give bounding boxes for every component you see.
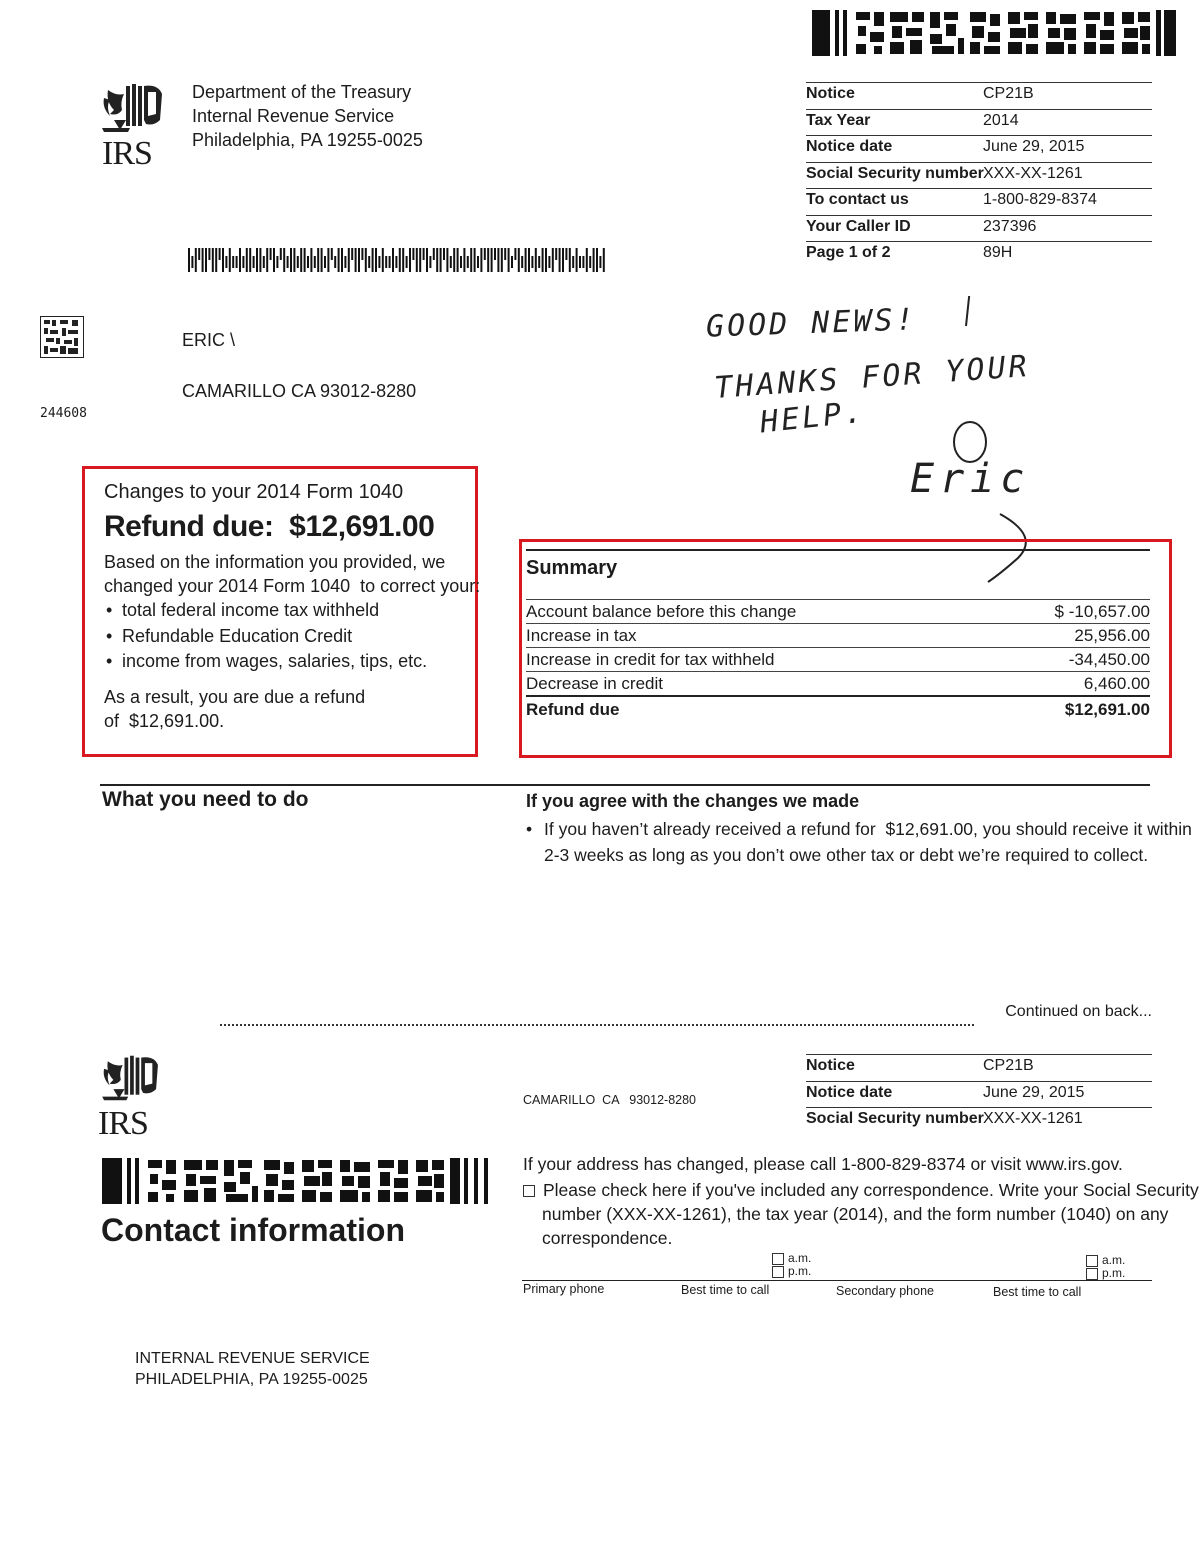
barcode-bar — [395, 256, 397, 268]
correspondence-line-1 — [523, 1178, 1199, 1202]
barcode-bar — [603, 248, 605, 272]
barcode-bar — [229, 248, 231, 272]
info-label: Your Caller ID — [806, 217, 911, 235]
barcode-bar — [416, 248, 418, 272]
info-value: 2014 — [983, 111, 1019, 129]
barcode-bar — [321, 248, 323, 272]
barcode-bar — [463, 248, 465, 272]
barcode-bar — [358, 248, 360, 272]
barcode-bar — [596, 248, 598, 272]
handwriting-line-3: HELP. — [758, 394, 867, 441]
changes-intro-line-1: Based on the information you provided, we — [104, 552, 446, 572]
barcode-bar — [501, 248, 503, 272]
info-value: 1-800-829-8374 — [983, 191, 1097, 208]
barcode-bar — [593, 248, 595, 272]
barcode-bar — [236, 256, 238, 268]
changes-title: Changes to your 2014 Form 1040 — [104, 481, 404, 503]
info-row-notice-date — [806, 135, 1152, 162]
todo-subheading: If you agree with the changes we made — [526, 791, 860, 811]
correspondence-line-2: number (XXX-XX-1261), the tax year (2014), and the form number (1040) on any — [542, 1204, 1169, 1224]
barcode-bar — [460, 256, 462, 268]
summary-value: 6,460.00 — [1083, 674, 1150, 693]
barcode-bar — [202, 248, 204, 272]
info-row-tax-year — [806, 109, 1152, 136]
correspondence-line-3: correspondence. — [542, 1228, 673, 1248]
changes-section — [104, 478, 481, 733]
summary-value: 25,956.00 — [1074, 626, 1150, 645]
barcode-bar — [249, 248, 251, 272]
barcode-bar — [494, 248, 496, 260]
barcode-bar — [253, 256, 255, 268]
todo-bullet-line-2: 2-3 weeks as long as you don’t owe other tax or debt we’re required to collect. — [544, 845, 1149, 865]
barcode-bar — [222, 248, 224, 272]
barcode-bar — [256, 248, 258, 272]
info-label: Social Security number — [806, 1110, 984, 1127]
barcode-bar — [402, 248, 404, 272]
handwriting-line-2: THANKS FOR YOUR — [713, 349, 1031, 406]
info-label: Page 1 of 2 — [806, 244, 891, 261]
barcode-bar — [423, 248, 425, 260]
barcode-bar — [497, 248, 499, 272]
barcode-bar — [531, 256, 533, 268]
todo-bullet-line-1 — [526, 817, 1192, 841]
barcode-bar — [365, 248, 367, 272]
agency-line-1: Department of the Treasury — [192, 82, 412, 102]
barcode-bar — [518, 248, 520, 272]
barcode-bar — [195, 248, 197, 272]
barcode-bar — [215, 248, 217, 272]
stub-info-row-notice — [806, 1054, 1152, 1081]
refund-due-heading: Refund due: $12,691.00 — [104, 510, 435, 543]
info-value: June 29, 2015 — [983, 1083, 1085, 1101]
summary-value: -34,450.00 — [1068, 650, 1150, 669]
barcode-bar — [304, 248, 306, 272]
barcode-bar — [307, 256, 309, 268]
barcode-bar — [276, 256, 278, 268]
barcode-bar — [429, 256, 431, 268]
barcode-bar — [487, 248, 489, 272]
info-label: Notice — [806, 1057, 855, 1074]
barcode-bar — [436, 248, 438, 272]
summary-total-row — [526, 698, 1150, 721]
pm-label: p.m. — [788, 1263, 812, 1278]
notice-info-table — [806, 82, 1152, 268]
barcode-bar — [525, 248, 527, 272]
list-item: • Refundable Education Credit — [104, 624, 474, 650]
info-row-contact — [806, 188, 1152, 215]
barcode-bar — [559, 248, 561, 272]
irs-logo-stub — [98, 1052, 168, 1142]
recipient-name: ERIC \ — [182, 330, 236, 350]
info-row-caller-id — [806, 215, 1152, 242]
barcode-bar — [470, 248, 472, 272]
am-label: a.m. — [788, 1251, 812, 1265]
summary-label: Account balance before this change — [526, 602, 797, 621]
barcode-bar — [508, 248, 510, 272]
recipient-city: CAMARILLO CA 93012-8280 — [182, 381, 417, 401]
barcode-bar — [426, 248, 428, 272]
barcode-bar — [297, 256, 299, 268]
barcode-bar — [412, 248, 414, 260]
best-time-field-1[interactable]: Best time to call — [681, 1283, 770, 1297]
summary-title: Summary — [526, 551, 1150, 600]
summary-row — [526, 648, 1150, 672]
side-id-number: 244608 — [40, 406, 87, 421]
barcode-bar — [569, 248, 571, 272]
barcode-bar — [361, 248, 363, 260]
summary-label: Decrease in credit — [526, 674, 664, 693]
handwriting-line-1: GOOD NEWS! — [705, 302, 918, 345]
barcode-bar — [205, 248, 207, 272]
summary-total-label: Refund due — [526, 700, 620, 719]
barcode-bar — [300, 248, 302, 272]
handwriting-signature: Eric — [910, 456, 1031, 502]
barcode-bar — [232, 256, 234, 268]
barcode-bar — [375, 248, 377, 272]
barcode-bar — [555, 248, 557, 260]
irs-logo — [100, 80, 170, 170]
stub-city-line: CAMARILLO CA 93012-8280 — [523, 1093, 697, 1107]
barcode-bar — [314, 256, 316, 268]
pm-checkbox[interactable] — [1086, 1268, 1098, 1280]
agency-address — [192, 80, 423, 152]
barcode-bar — [406, 256, 408, 268]
barcode-bar — [324, 256, 326, 268]
pm-option[interactable] — [1086, 1267, 1125, 1280]
list-item: • total federal income tax withheld — [104, 598, 474, 624]
barcode-bar — [572, 256, 574, 268]
barcode-bar — [474, 248, 476, 272]
barcode-bar — [440, 248, 442, 272]
info-value: XXX-XX-1261 — [983, 1110, 1083, 1127]
barcode-bar — [399, 248, 401, 272]
info-value: June 29, 2015 — [983, 138, 1085, 155]
barcode-bar — [443, 248, 445, 260]
barcode-bar — [453, 248, 455, 272]
barcode-bar — [239, 248, 241, 272]
pm-label: p.m. — [1102, 1265, 1126, 1280]
irs-logo-text: IRS — [98, 1105, 148, 1142]
postal-barcode — [188, 248, 608, 272]
todo-bullet — [526, 817, 1192, 867]
barcode-bar — [225, 256, 227, 268]
summary-row — [526, 600, 1150, 624]
best-time-field-2[interactable]: Best time to call — [993, 1285, 1082, 1299]
barcode-bar — [198, 248, 200, 260]
barcode-bar — [191, 256, 193, 268]
barcode-bar — [535, 248, 537, 272]
handwritten-note — [700, 296, 1170, 546]
barcode-bar — [351, 248, 353, 260]
barcode-bar — [582, 256, 584, 268]
todo-heading: What you need to do — [102, 788, 309, 811]
barcode-bar — [273, 248, 275, 272]
barcode-bar — [433, 248, 435, 260]
barcode-bar — [548, 256, 550, 268]
barcode-bar — [372, 248, 374, 272]
info-value: CP21B — [983, 1057, 1034, 1074]
summary-row — [526, 672, 1150, 697]
barcode-bar — [542, 248, 544, 272]
irs-address-line-2: PHILADELPHIA, PA 19255-0025 — [135, 1371, 368, 1388]
info-value: 89H — [983, 244, 1013, 261]
barcode-bar — [467, 256, 469, 268]
secondary-phone-field[interactable]: Secondary phone — [836, 1284, 934, 1298]
barcode-bar — [293, 248, 295, 272]
barcode-bar — [538, 256, 540, 268]
barcode-bar — [599, 256, 601, 268]
barcode-bar — [341, 248, 343, 272]
barcode-bar — [219, 248, 221, 260]
contact-info-heading: Contact information — [101, 1212, 405, 1248]
info-label: Social Security number — [806, 164, 984, 182]
summary-row — [526, 624, 1150, 648]
am-checkbox[interactable] — [772, 1253, 784, 1265]
barcode-bar — [457, 248, 459, 272]
result-line-2: of $12,691.00. — [104, 710, 225, 731]
barcode-bar — [450, 256, 452, 268]
barcode-bar — [338, 248, 340, 272]
barcode-bar — [242, 256, 244, 268]
info-row-ssn — [806, 162, 1152, 189]
summary-label: Increase in credit for tax withheld — [526, 650, 775, 669]
agency-line-3: Philadelphia, PA 19255-0025 — [192, 130, 423, 150]
info-value: 237396 — [983, 217, 1037, 235]
pm-option[interactable] — [772, 1265, 811, 1278]
barcode-bar — [290, 248, 292, 272]
barcode-bar — [344, 256, 346, 268]
stub-info-row-date — [806, 1081, 1152, 1108]
correspondence-text-1: Please check here if you've included any correspondence. Write your Social Security — [543, 1180, 1199, 1200]
barcode-bar — [586, 248, 588, 272]
primary-phone-field[interactable]: Primary phone — [523, 1282, 605, 1296]
stub-info-table — [806, 1054, 1152, 1134]
barcode-bar — [327, 248, 329, 272]
irs-address-line-1: INTERNAL REVENUE SERVICE — [135, 1350, 370, 1367]
barcode-bar — [521, 256, 523, 268]
phone-fields-line — [522, 1280, 1152, 1281]
barcode-bar — [552, 248, 554, 272]
barcode-bar — [528, 248, 530, 272]
barcode-bar — [348, 248, 350, 272]
barcode-bar — [389, 256, 391, 268]
am-checkbox[interactable] — [1086, 1255, 1098, 1267]
info-label: Notice — [806, 85, 855, 102]
changes-intro-line-2: changed your 2014 Form 1040 to correct your: — [104, 576, 481, 596]
barcode-bar — [446, 248, 448, 272]
pm-checkbox[interactable] — [772, 1266, 784, 1278]
irs-mailing-address — [135, 1348, 370, 1390]
ampm-options-2 — [1086, 1254, 1125, 1280]
barcode-bar — [514, 248, 516, 260]
barcode-bar — [477, 256, 479, 268]
bullet-icon: • — [526, 819, 533, 839]
info-value: XXX-XX-1261 — [983, 164, 1083, 182]
barcode-bar — [246, 248, 248, 272]
barcode-bar — [270, 248, 272, 260]
barcode-bar — [545, 248, 547, 272]
barcode-bar — [484, 248, 486, 260]
top-2d-barcode — [812, 10, 1176, 56]
barcode-bar — [382, 248, 384, 272]
barcode-bar — [283, 248, 285, 272]
barcode-bar — [331, 248, 333, 260]
barcode-bar — [511, 256, 513, 268]
correspondence-checkbox[interactable] — [523, 1185, 535, 1197]
irs-eagle-icon — [98, 1052, 164, 1104]
barcode-bar — [259, 248, 261, 272]
barcode-bar — [491, 248, 493, 272]
summary-label: Increase in tax — [526, 626, 637, 645]
info-label: Tax Year — [806, 111, 871, 129]
correspondence-checkbox-row[interactable] — [523, 1178, 1199, 1250]
barcode-bar — [368, 256, 370, 268]
barcode-bar — [287, 256, 289, 268]
am-label: a.m. — [1102, 1253, 1126, 1267]
barcode-bar — [188, 248, 190, 272]
barcode-bar — [317, 248, 319, 272]
list-item: • income from wages, salaries, tips, etc. — [104, 649, 474, 675]
info-row-page — [806, 241, 1152, 268]
barcode-bar — [576, 248, 578, 272]
barcode-bar — [419, 248, 421, 272]
stub-2d-barcode — [102, 1158, 490, 1204]
summary-total-value: $12,691.00 — [1064, 700, 1150, 719]
barcode-bar — [208, 248, 210, 260]
barcode-bar — [565, 248, 567, 260]
qr-code-icon — [40, 316, 84, 358]
tear-line — [220, 1024, 974, 1026]
summary-value: $ -10,657.00 — [1054, 602, 1150, 621]
ampm-options-1 — [772, 1252, 811, 1278]
info-value: CP21B — [983, 85, 1034, 102]
barcode-bar — [409, 248, 411, 272]
barcode-bar — [334, 256, 336, 268]
summary-section — [526, 549, 1150, 721]
barcode-bar — [392, 248, 394, 272]
changes-list — [104, 598, 474, 675]
barcode-bar — [378, 256, 380, 268]
info-label: To contact us — [806, 191, 909, 208]
barcode-bar — [480, 248, 482, 272]
result-line-1: As a result, you are due a refund — [104, 686, 366, 707]
irs-logo-text: IRS — [102, 135, 152, 172]
barcode-bar — [266, 248, 268, 272]
address-change-text: If your address has changed, please call 1-800-829-8374 or visit www.irs.gov. — [523, 1154, 1123, 1174]
barcode-bar — [385, 256, 387, 268]
info-label: Notice date — [806, 138, 893, 155]
irs-eagle-icon — [100, 80, 166, 136]
todo-bullet-text-1: If you haven’t already received a refund for $12,691.00, you should receive it within — [544, 819, 1192, 839]
barcode-bar — [212, 248, 214, 272]
barcode-bar — [280, 248, 282, 260]
continued-on-back: Continued on back... — [1005, 1003, 1152, 1020]
info-label: Notice date — [806, 1083, 893, 1101]
agency-line-2: Internal Revenue Service — [192, 106, 395, 126]
barcode-bar — [504, 248, 506, 260]
barcode-bar — [355, 248, 357, 272]
barcode-bar — [579, 256, 581, 268]
stub-info-row-ssn — [806, 1107, 1152, 1134]
barcode-bar — [562, 248, 564, 272]
barcode-bar — [263, 256, 265, 268]
barcode-bar — [310, 248, 312, 272]
barcode-bar — [589, 256, 591, 268]
info-row-notice — [806, 82, 1152, 109]
